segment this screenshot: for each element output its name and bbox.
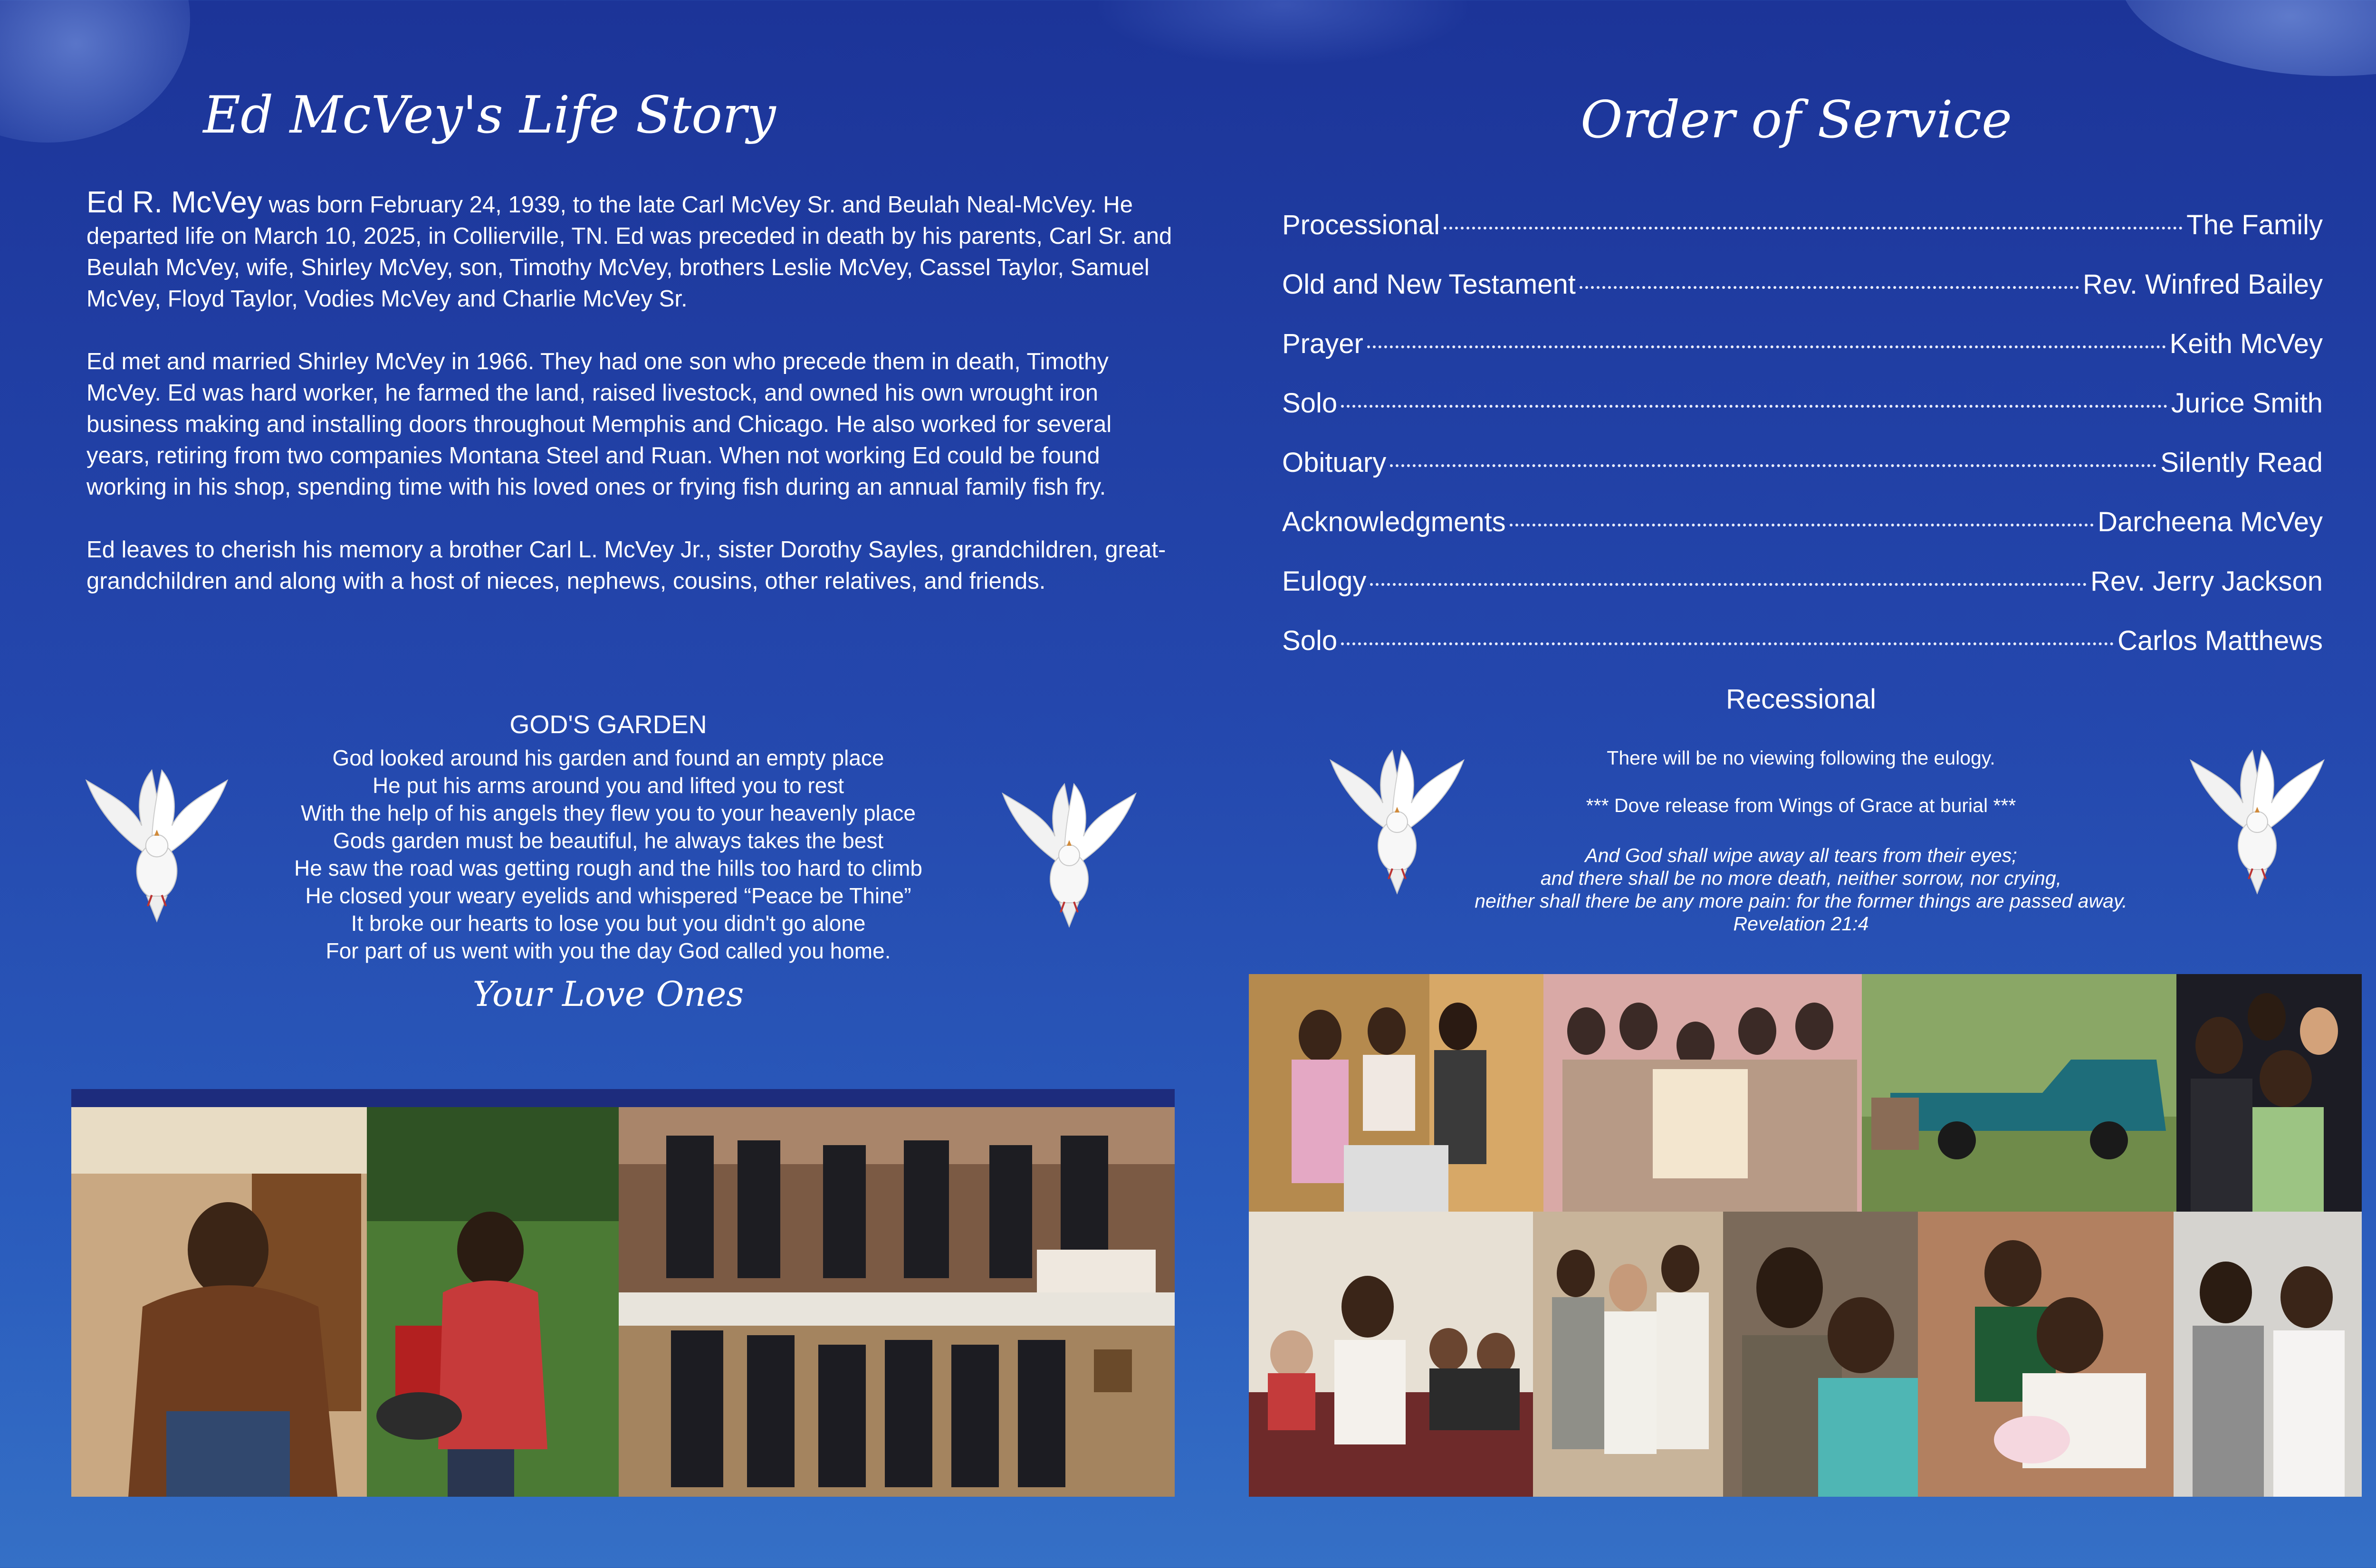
story-paragraph-1-text: was born February 24, 1939, to the late Carl McVey Sr. and Beulah Neal-McVey. He departed life on March 10, 2025, in Collierville, TN. Ed was preceded in death by his parents, Carl Sr. and Beulah McVey, wife, Shirley McVey, son, Timothy McVey, brothers Leslie McVey, Cassel Taylor, Samuel McVey, Floyd Taylor, Vodies McVey and Charlie McVey Sr. [86, 192, 1172, 312]
program-row [1282, 387, 2323, 421]
story-paragraph-3: Ed leaves to cherish his memory a brother Carl L. McVey Jr., sister Dorothy Sayles, grandchildren, great-grandchildren and along with a host of nieces, nephews, cousins, other relatives, and friends. [86, 537, 1166, 594]
photo-strip-border [71, 1089, 1175, 1107]
program-item: Eulogy [1282, 566, 1367, 597]
poem-line: It broke our hearts to lose you but you didn't go alone [351, 911, 866, 936]
program-item: Old and New Testament [1282, 269, 1576, 300]
photo-family-group-vintage [1543, 974, 1862, 1212]
verse-line: And God shall wipe away all tears from their eyes; [1585, 844, 2017, 866]
verse-line: neither shall there be any more pain: for the former things are passed away. [1475, 890, 2127, 912]
poem-title: GOD'S GARDEN [509, 710, 707, 739]
program-person: Keith McVey [2169, 328, 2323, 359]
program-person: Jurice Smith [2171, 388, 2323, 419]
program-row [1282, 268, 2323, 302]
dove-release-note: *** Dove release from Wings of Grace at burial *** [1586, 794, 2016, 816]
dot-leader [1370, 583, 2087, 586]
program-item: Solo [1282, 625, 1338, 656]
program-person: Silently Read [2160, 447, 2323, 478]
program-person: Rev. Winfred Bailey [2083, 269, 2323, 300]
story-paragraph-1 [86, 186, 1179, 315]
photo-men-in-church [619, 1107, 1175, 1292]
program-item: Processional [1282, 210, 1440, 240]
poem-line: For part of us went with you the day God called you home. [326, 938, 891, 963]
program-row [1282, 565, 2323, 599]
dot-leader [1510, 524, 2094, 526]
program-person: The Family [2186, 210, 2323, 240]
recessional-label: Recessional [1726, 684, 1876, 715]
program-row [1282, 447, 2323, 480]
dot-leader [1390, 464, 2156, 467]
deceased-name: Ed R. McVey [86, 185, 262, 219]
order-of-service-title: Order of Service [1581, 90, 2012, 150]
photo-men-in-church-2 [619, 1292, 1175, 1497]
program-person: Darcheena McVey [2098, 507, 2323, 537]
program-item: Solo [1282, 388, 1338, 419]
life-story-title: Ed McVey's Life Story [203, 86, 776, 145]
poem-line: He saw the road was getting rough and the hills too hard to climb [294, 856, 922, 880]
program-row [1282, 328, 2323, 361]
program-row [1282, 506, 2323, 539]
verse-line: Revelation 21:4 [1733, 913, 1869, 935]
program-item: Obituary [1282, 447, 1387, 478]
photo-couple-formal [2174, 1212, 2362, 1497]
poem-line: He closed your weary eyelids and whispered “Peace be Thine” [305, 883, 911, 908]
program-item: Prayer [1282, 328, 1363, 359]
photo-couple [1723, 1212, 1918, 1497]
scripture-verse [1378, 844, 2224, 935]
dot-leader [1341, 642, 2114, 645]
photo-family-portrait [2176, 974, 2362, 1212]
dove-icon [993, 774, 1145, 936]
viewing-note: There will be no viewing following the eulogy. [1607, 747, 1995, 769]
verse-line: and there shall be no more death, neither sorrow, nor crying, [1540, 867, 2062, 889]
poem-signature: Your Love Ones [472, 974, 744, 1014]
dot-leader [1367, 345, 2166, 348]
dot-leader [1444, 227, 2183, 229]
program-row [1282, 209, 2323, 242]
silk-highlight [1093, 0, 1473, 67]
photo-grandfather-with-kids [1249, 1212, 1533, 1497]
photo-man-frying-fish [367, 1107, 619, 1497]
poem-line: God looked around his garden and found an empty place [332, 746, 884, 770]
dot-leader [1580, 286, 2079, 289]
program-row [1282, 625, 2323, 658]
poem-line: With the help of his angels they flew you to your heavenly place [301, 801, 916, 825]
silk-highlight [2119, 0, 2376, 76]
life-story-text [86, 186, 1179, 628]
story-paragraph-2: Ed met and married Shirley McVey in 1966. They had one son who precede them in death, Timothy McVey. Ed was hard worker, he farmed the land, raised livestock, and owned his own wrought iron business making and installing doors throughout Memphis and Chicago. He also worked for several years, retiring from two companies Montana Steel and Ruan. When not working Ed could be found working in his shop, spending time with his loved ones or frying fish during an annual family fish fry. [86, 349, 1112, 500]
program-person: Rev. Jerry Jackson [2090, 566, 2323, 597]
poem-line: He put his arms around you and lifted you to rest [372, 773, 844, 798]
poem [228, 744, 988, 965]
program-item: Acknowledgments [1282, 507, 1506, 537]
photo-family-outdoors [1533, 1212, 1723, 1497]
photo-man-in-kitchen [71, 1107, 367, 1497]
photo-truck [1862, 974, 2176, 1212]
program-person: Carlos Matthews [2117, 625, 2323, 656]
dove-icon [81, 760, 233, 931]
dot-leader [1341, 405, 2167, 408]
photo-family-standing [1249, 974, 1543, 1212]
photo-grandparents-with-baby [1918, 1212, 2174, 1497]
poem-line: Gods garden must be beautiful, he always takes the best [333, 828, 884, 853]
